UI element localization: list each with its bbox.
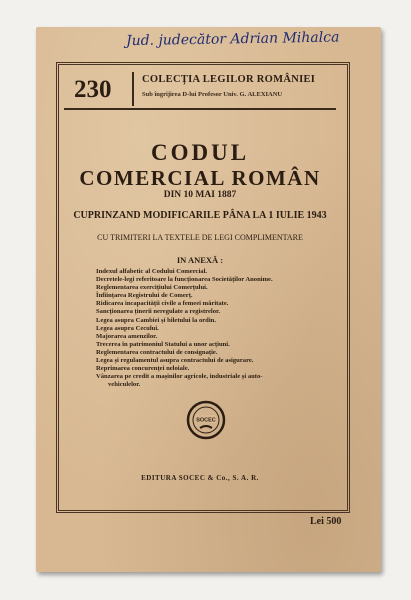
annex-item: vehiculelor.: [108, 381, 141, 389]
series-number: 230: [74, 76, 112, 103]
annex-list: [96, 268, 336, 389]
references-note: CU TRIMITERI LA TEXTELE DE LEGI COMPLIMENTARE: [97, 233, 303, 242]
annex-item: Legea asupra Cecului.: [96, 324, 159, 332]
handwritten-signature: Jud. judecător Adrian Mihalca: [125, 29, 340, 50]
annex-item: Reglementarea contractului de consignație.: [96, 348, 218, 356]
annex-item: Sancționarea ținerii neregulate a registrelor.: [96, 308, 220, 316]
annex-item: Majorarea amenzilor.: [96, 332, 158, 340]
book-title-line1: CODUL: [150, 140, 250, 165]
series-header: [64, 70, 336, 110]
publisher-logo-icon: [186, 400, 226, 440]
annex-item: Reglementarea exercițiului Comerțului.: [96, 284, 208, 292]
date-line: DIN 10 MAI 1887: [163, 190, 237, 200]
publisher-name: EDITURA SOCEC & Co., S. A. R.: [141, 474, 259, 482]
subtitle: CUPRINZAND MODIFICARILE PÂNA LA 1 IULIE 1943: [73, 210, 327, 221]
book-title-line2: COMERCIAL ROMÂN: [79, 166, 321, 190]
annex-item: Decretele-legi referitoare la funcționarea Societăților Anonime.: [96, 276, 273, 284]
annex-item: Vânzarea pe credit a mașinilor agricole, industriale și auto-: [96, 373, 263, 381]
annex-item: Înființarea Registrului de Comerț.: [96, 292, 193, 300]
price-label: Lei 500: [310, 516, 342, 527]
annex-item: Trecerea în patrimoniul Statului a unor acțiuni.: [96, 340, 230, 348]
annex-item: Legea și regulamentul asupra contractului de asigurare.: [96, 357, 254, 365]
logo-text: SOCEC: [196, 417, 216, 424]
series-title: COLECȚIA LEGILOR ROMÂNIEI: [142, 74, 316, 85]
annex-item: Legea asupra Cambiei și biletului la ordin.: [96, 316, 216, 324]
annex-item: Ridicarea incapacității civile a femeei măritate.: [96, 300, 229, 308]
series-editor: Sub îngrijirea D-lui Profesor Univ. G. ALEXIANU: [142, 91, 283, 98]
annex-item: Reprimarea concurenței neloiale.: [96, 365, 190, 373]
header-divider: [132, 72, 134, 106]
annex-item: Indexul alfabetic al Codului Comercial.: [96, 268, 208, 275]
annex-heading: IN ANEXĂ :: [176, 255, 224, 265]
